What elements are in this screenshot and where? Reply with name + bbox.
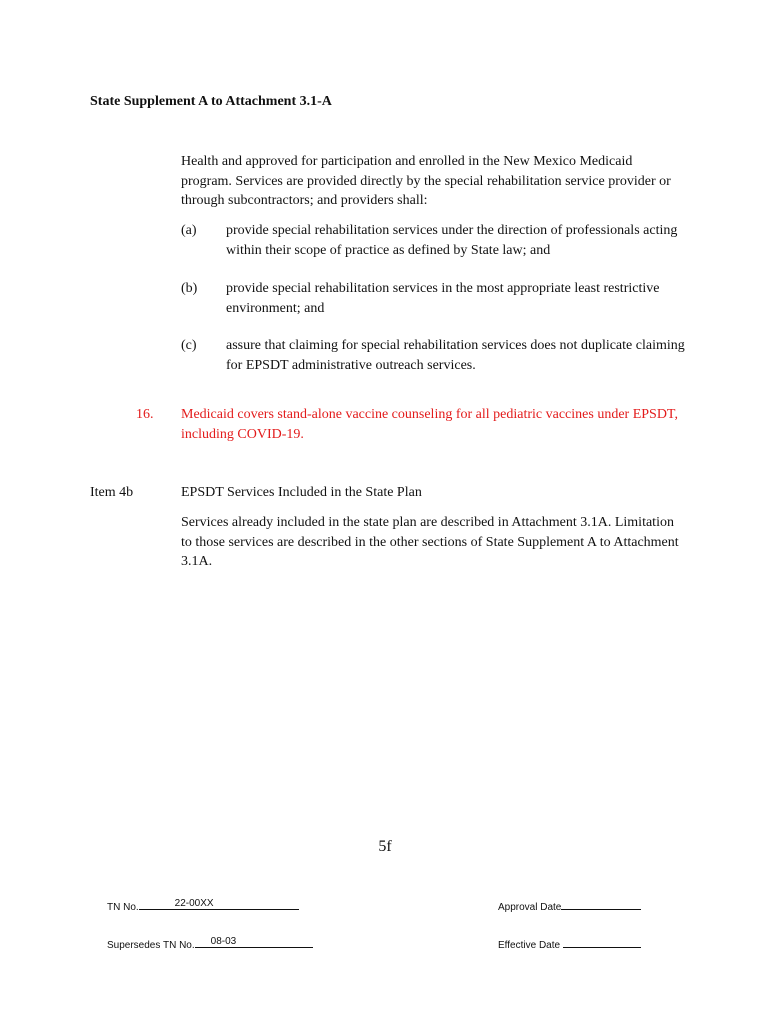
tn-value: 22-00XX — [174, 898, 214, 909]
approval-label: Approval Date — [498, 902, 562, 913]
supersedes-field — [107, 935, 313, 951]
effective-date-line — [563, 935, 641, 948]
section-16-number: 16. — [136, 407, 154, 422]
intro-paragraph: Health and approved for participation and enrolled in the New Mexico Medicaid program. Services are provided directly by the special rehabilitation service provider or through subcontractors; and providers shall: — [181, 154, 671, 208]
supersedes-value-line — [195, 935, 313, 948]
item-b-label: (b) — [181, 281, 198, 296]
supersedes-label: Supersedes TN No. — [107, 940, 195, 951]
tn-value-line — [139, 897, 299, 910]
item-4b-heading: EPSDT Services Included in the State Plan — [181, 485, 422, 500]
approval-date-line — [561, 897, 641, 910]
item-c-text: assure that claiming for special rehabilitation services does not duplicate claiming for EPSDT administrative outreach services. — [226, 338, 685, 373]
page-number: 5f — [378, 838, 392, 855]
tn-number-field — [107, 897, 299, 913]
section-16-text: Medicaid covers stand-alone vaccine counseling for all pediatric vaccines under EPSDT, including COVID-19. — [181, 407, 678, 442]
tn-label: TN No. — [107, 902, 139, 913]
effective-date-field — [498, 935, 641, 951]
item-c-label: (c) — [181, 338, 197, 353]
item-4b-label: Item 4b — [90, 485, 134, 500]
document-title: State Supplement A to Attachment 3.1-A — [90, 94, 332, 109]
approval-date-field — [498, 897, 641, 913]
item-b-text: provide special rehabilitation services in the most appropriate least restrictive environment; and — [226, 281, 660, 316]
effective-label: Effective Date — [498, 940, 561, 951]
item-a-label: (a) — [181, 223, 197, 238]
item-a-text: provide special rehabilitation services under the direction of professionals acting within their scope of practice as defined by State law; and — [226, 223, 678, 258]
supersedes-value: 08-03 — [210, 936, 237, 947]
item-4b-text: Services already included in the state plan are described in Attachment 3.1A. Limitation to those services are described in the other sections of State Supplement A to Attachment 3.1A. — [181, 515, 679, 569]
